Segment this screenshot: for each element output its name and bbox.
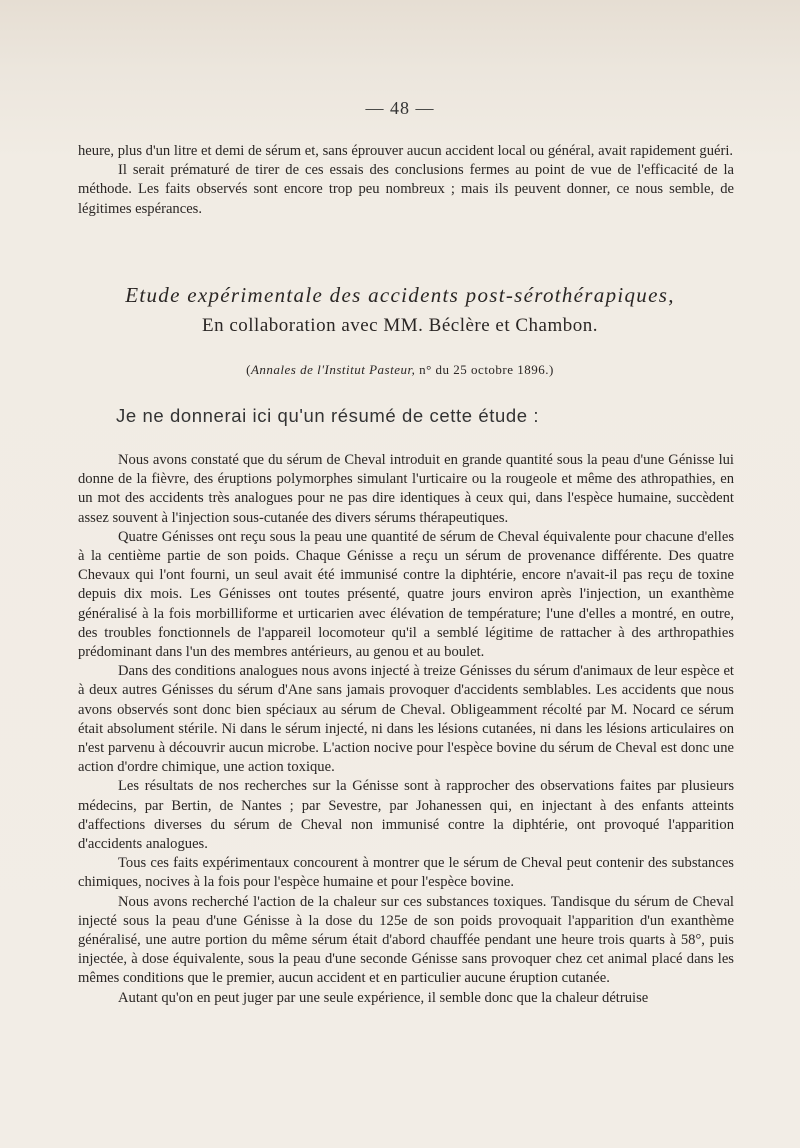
reference-line: (Annales de l'Institut Pasteur, n° du 25 octobre 1896.) (246, 362, 554, 377)
paragraph: Dans des conditions analogues nous avons injecté à treize Génisses du sérum d'animaux de leur espèce et à deux autres Génisses du sérum d'Ane sans jamais provoquer d'accidents semblables. Les accidents que nous avons observés sont donc bien spéciaux au sérum de Cheval. Obligeamment récolté par M. Nocard ce sérum était absolument stérile. Ni dans le sérum injecté, ni dans les lésions cutanées, ni dans les lésions articulaires on n'est parvenu à découvrir aucun microbe. L'action nocive pour l'espèce bovine du sérum de Cheval est donc une action d'ordre chimique, une action toxique. (78, 663, 734, 776)
paragraph: Il serait prématuré de tirer de ces essais des conclusions fermes au point de vue de l'efficacité de la méthode. Les faits observés sont encore trop peu nombreux ; mais ils peuvent donner, ce nous semble, de légitimes espérances. (78, 162, 734, 217)
paragraph: Quatre Génisses ont reçu sous la peau une quantité de sérum de Cheval équivalente pour chacune d'elles à la centième partie de son poids. Chaque Génisse a reçu un sérum de provenance différente. Des quatre Chevaux qui l'ont fourni, un seul avait été immunisé contre la diphtérie, encore n'avait-il pas reçu de toxine depuis dix mois. Les Génisses ont toutes présenté, quatre jours environ après l'injection, un exanthème généralisé à la fois morbilliforme et urticarien avec élévation de température; l'une d'elles a montré, en outre, des troubles fonctionnels de l'appareil locomoteur qu'il a semblé légitime de rattacher à des arthropathies prédominant dans l'un des membres antérieurs, au genou et au boulet. (78, 528, 734, 661)
section-title: Etude expérimentale des accidents post-sérothérapiques, (125, 283, 675, 307)
paragraph: Tous ces faits expérimentaux concourent à montrer que le sérum de Cheval peut contenir des substances chimiques, nocives à la fois pour l'espèce humaine et pour l'espèce bovine. (78, 855, 734, 891)
reference-journal: Annales de l'Institut Pasteur, (250, 362, 416, 377)
paragraph: Nous avons constaté que du sérum de Cheval introduit en grande quantité sous la peau d'une Génisse lui donne de la fièvre, des éruptions polymorphes simulant l'urticaire ou la rougeole et même des athropathies, en un mot des accidents très analogues pour ne pas dire identiques à ceux qui, dans l'espèce humaine, succèdent assez souvent à l'injection sous-cutanée des divers sérums thérapeutiques. (78, 452, 734, 526)
top-text-block (78, 142, 734, 219)
summary-heading: Je ne donnerai ici qu'un résumé de cette étude : (116, 405, 540, 426)
reference-issue: n° du 25 octobre 1896. (415, 362, 550, 377)
page-number: — 48 — (365, 98, 435, 118)
paragraph: Autant qu'on en peut juger par une seule expérience, il semble donc que la chaleur détruise (118, 989, 649, 1006)
paragraph: Nous avons recherché l'action de la chaleur sur ces substances toxiques. Tandisque du sérum de Cheval injecté sous la peau d'une Génisse à la dose du 125e de son poids provoquait l'apparition d'un exanthème généralisé, une autre portion du même sérum était d'abord chauffée pendant une heure trois quarts à 58°, puis injectée, à dose équivalente, sous la peau d'une seconde Génisse sans provoquer chez cet animal placé dans les mêmes conditions que le premier, aucun accident et en particulier aucune éruption cutanée. (78, 893, 734, 987)
paragraph: Les résultats de nos recherches sur la Génisse sont à rapprocher des observations faites par plusieurs médecins, par Bertin, de Nantes ; par Sevestre, par Johanessen qui, en injectant à des enfants atteints d'affections diverses du sérum de Cheval non immunisé contre la diphtérie, ont provoqué l'apparition d'accidents analogues. (78, 778, 734, 853)
body-text-block (78, 451, 734, 1008)
paragraph: heure, plus d'un litre et demi de sérum et, sans éprouver aucun accident local ou général, avait rapidement guéri. (78, 143, 734, 159)
collaboration-line: En collaboration avec MM. Béclère et Chambon. (201, 315, 599, 336)
